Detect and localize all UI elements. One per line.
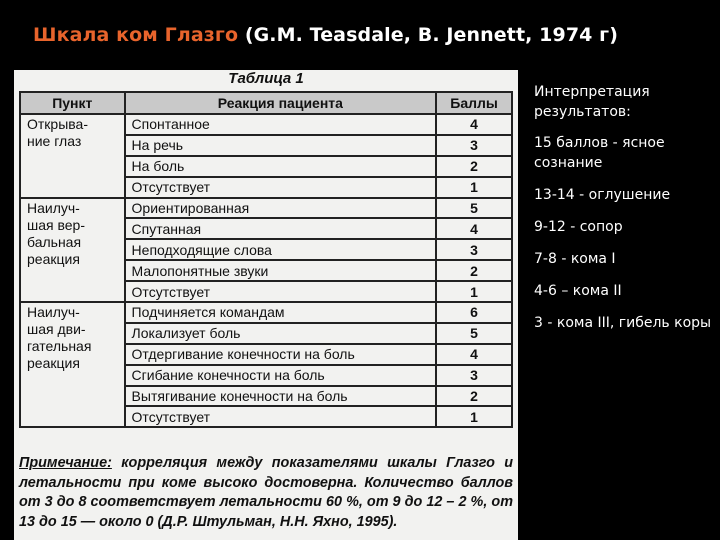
table-note: [19, 454, 513, 532]
table-row: [20, 198, 512, 219]
note-text: корреляция между показателями шкалы Глазго и летальности при коме высоко достоверна. Количество баллов от 3 до 8 соответствует летальности 60 %, от 9 до 12 – 2 %, от 13 до 15 — около 0 (Д.Р. Штульман, Н.Н. Яхно, 1995).: [19, 455, 513, 530]
interpretation-item: 13-14 - оглушение: [534, 187, 671, 203]
table-row: [20, 302, 512, 323]
reaction-cell: Отсутствует: [125, 281, 437, 302]
score-cell: 4: [436, 344, 512, 365]
reaction-cell: Подчиняется командам: [125, 302, 437, 323]
reaction-cell: Локализует боль: [125, 323, 437, 344]
item-cell: Наилуч- шая вер- бальная реакция: [20, 198, 125, 302]
score-cell: 5: [436, 198, 512, 219]
header-reaction: Реакция пациента: [125, 92, 437, 114]
interpretation-item: 3 - кома III, гибель коры: [534, 315, 712, 331]
interpretation-heading: Интерпретация результатов:: [534, 84, 650, 120]
score-cell: 4: [436, 218, 512, 239]
item-cell: Открыва- ние глаз: [20, 114, 125, 198]
score-cell: 2: [436, 156, 512, 177]
table-row: [20, 114, 512, 135]
header-score: Баллы: [436, 92, 512, 114]
interpretation-item: 9-12 - сопор: [534, 219, 623, 235]
reaction-cell: Отсутствует: [125, 177, 437, 198]
item-cell: Наилуч- шая дви- гательная реакция: [20, 302, 125, 427]
score-cell: 3: [436, 239, 512, 260]
slide-title-accent: Шкала ком Глазго: [33, 24, 239, 46]
reaction-cell: Спутанная: [125, 218, 437, 239]
score-cell: 1: [436, 177, 512, 198]
table-body: [20, 114, 512, 427]
note-label: Примечание:: [19, 455, 112, 471]
header-item: Пункт: [20, 92, 125, 114]
reaction-cell: Спонтанное: [125, 114, 437, 135]
score-cell: 2: [436, 386, 512, 407]
reaction-cell: Сгибание конечности на боль: [125, 365, 437, 386]
reaction-cell: Отдергивание конечности на боль: [125, 344, 437, 365]
table-header-row: [20, 92, 512, 114]
score-cell: 5: [436, 323, 512, 344]
score-cell: 4: [436, 114, 512, 135]
slide-title: [33, 24, 618, 46]
interpretation-item: 7-8 - кома I: [534, 251, 616, 267]
reaction-cell: Вытягивание конечности на боль: [125, 386, 437, 407]
reaction-cell: На боль: [125, 156, 437, 177]
scanned-table-image: [14, 70, 518, 540]
reaction-cell: Неподходящие слова: [125, 239, 437, 260]
glasgow-coma-table: [19, 91, 513, 428]
score-cell: 1: [436, 281, 512, 302]
reaction-cell: Отсутствует: [125, 406, 437, 427]
interpretation-item: 15 баллов - ясное сознание: [534, 135, 665, 171]
reaction-cell: На речь: [125, 135, 437, 156]
interpretation-item: 4-6 – кома II: [534, 283, 622, 299]
score-cell: 2: [436, 260, 512, 281]
score-cell: 1: [436, 406, 512, 427]
slide-title-citation: (G.M. Teasdale, B. Jennett, 1974 г): [238, 24, 618, 46]
score-cell: 3: [436, 365, 512, 386]
score-cell: 3: [436, 135, 512, 156]
score-cell: 6: [436, 302, 512, 323]
interpretation-panel: [534, 82, 714, 345]
reaction-cell: Ориентированная: [125, 198, 437, 219]
reaction-cell: Малопонятные звуки: [125, 260, 437, 281]
table-caption: Таблица 1: [228, 70, 304, 87]
